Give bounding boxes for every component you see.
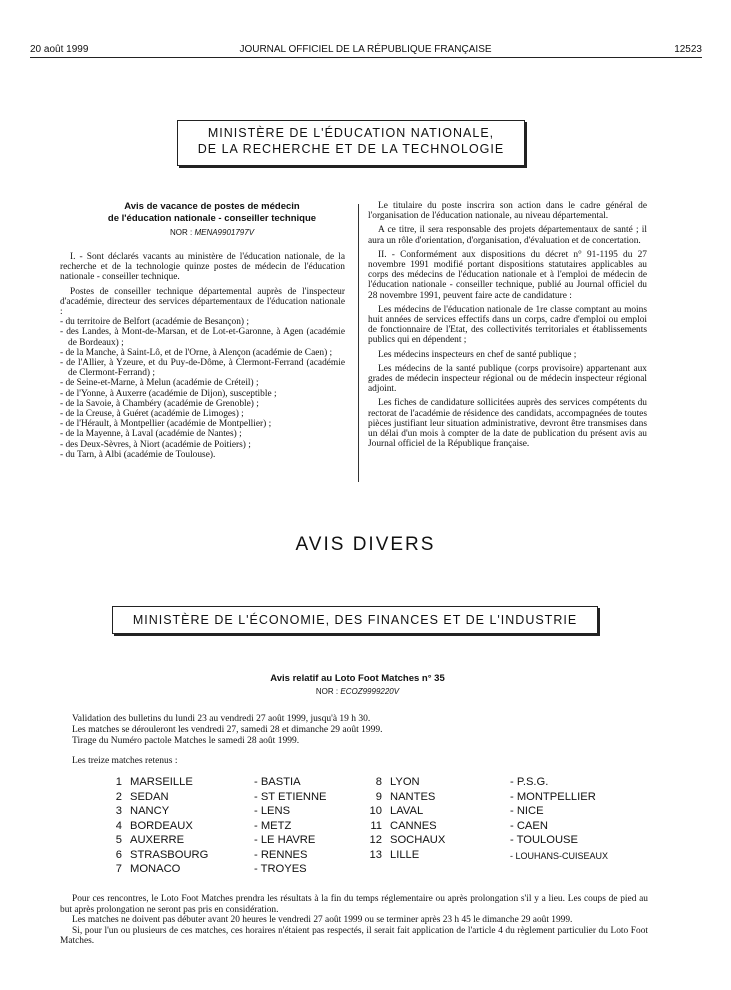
- paragraph: Si, pour l'un ou plusieurs de ces matches, ces horaires n'étaient pas respectés, il serait fait application de l'article 4 du règlement particulier du Loto Foot Matches.: [60, 925, 648, 946]
- nor-code: ECOZ9999220V: [340, 687, 400, 696]
- match-number: 5: [115, 834, 122, 846]
- paragraph: II. - Conformément aux dispositions du décret n° 91-1195 du 27 novembre 1991 modifié portant dispositions statutaires applicables au corps des médecins de l'éducation nationale et à l'emploi de médecin de l'éducation nationale - conseiller technique, publié au Journal officiel du 28 novembre 1991, peuvent faire acte de candidature :: [368, 249, 647, 301]
- column-divider: [358, 204, 359, 482]
- match-home-team: MONACO: [130, 863, 181, 875]
- ministry-economy-line1: MINISTÈRE DE L'ÉCONOMIE, DES FINANCES ET DE L'INDUSTRIE: [132, 613, 578, 627]
- list-item: - du Tarn, à Albi (académie de Toulouse).: [60, 449, 216, 460]
- loto-validation-line: Validation des bulletins du lundi 23 au vendredi 27 août 1999, jusqu'à 19 h 30.: [72, 714, 371, 724]
- loto-rules-text: [60, 894, 648, 947]
- match-number: 10: [369, 805, 382, 817]
- match-away-team: - NICE: [510, 805, 544, 817]
- match-away-team: - TOULOUSE: [510, 834, 578, 846]
- avis-medecin-title-line1: Avis de vacance de postes de médecin: [124, 201, 300, 212]
- section-heading-avis-divers: AVIS DIVERS: [295, 534, 436, 555]
- match-home-team: STRASBOURG: [130, 848, 209, 861]
- list-item: - de l'Allier, à Yzeure, et du Puy-de-Dôme, à Clermont-Ferrand (académie de Clermont-Ferrand) ;: [60, 358, 345, 379]
- match-home-team: LILLE: [390, 848, 420, 861]
- paragraph: Les médecins inspecteurs en chef de santé publique ;: [378, 349, 577, 360]
- match-number: 9: [375, 790, 382, 803]
- paragraph: Les matches ne doivent pas débuter avant 20 heures le vendredi 27 août 1999 ou se terminer après 23 h 45 le dimanche 29 août 1999.: [72, 915, 573, 925]
- header-date: 20 août 1999: [30, 44, 89, 55]
- match-number: 11: [370, 819, 382, 832]
- ministry-economy-box: [112, 606, 598, 634]
- list-item: - de l'Hérault, à Montpellier (académie de Montpellier) ;: [60, 419, 272, 430]
- match-home-team: CANNES: [390, 819, 437, 832]
- ministry-education-box: [177, 120, 525, 166]
- match-away-team: - P.S.G.: [510, 776, 549, 788]
- match-home-team: NANCY: [130, 805, 170, 817]
- nor-label: NOR :: [315, 687, 339, 696]
- list-item: - du territoire de Belfort (académie de Besançon) ;: [60, 317, 249, 328]
- avis-medecin-title: [72, 201, 352, 225]
- loto-dates-line: Les matches se dérouleront les vendredi 27, samedi 28 et dimanche 29 août 1999.: [72, 725, 383, 735]
- ministry-education-line2: DE LA RECHERCHE ET DE LA TECHNOLOGIE: [197, 142, 505, 156]
- paragraph: Les fiches de candidature sollicitées auprès des services compétents du rectorat de l'académie de résidence des candidats, accompagnées de toutes pièces justifiant leur situation administrative, devront être transmises dans un délai d'un mois à compter de la date de publication du présent avis au Journal officiel de la République française.: [368, 398, 647, 450]
- header-journal-title: JOURNAL OFFICIEL DE LA RÉPUBLIQUE FRANÇAISE: [239, 44, 492, 55]
- match-number: 12: [369, 834, 382, 846]
- list-item: - de Seine-et-Marne, à Melun (académie de Créteil) ;: [60, 378, 259, 389]
- paragraph: Le titulaire du poste inscrira son action dans le cadre général de l'organisation de l'éducation nationale, au niveau départemental.: [368, 201, 647, 222]
- match-away-team: - RENNES: [254, 848, 308, 861]
- match-away-team: - LENS: [254, 805, 291, 817]
- list-item: - de la Creuse, à Guéret (académie de Limoges) ;: [60, 409, 244, 420]
- loto-tirage-line: Tirage du Numéro pactole Matches le samedi 28 août 1999.: [72, 736, 300, 746]
- paragraph: I. - Sont déclarés vacants au ministère de l'éducation nationale, de la recherche et de la technologie quinze postes de médecin de l'éducation nationale - conseiller technique.: [60, 252, 345, 283]
- loto-nor: [0, 687, 715, 696]
- paragraph: Les médecins de l'éducation nationale de 1re classe comptant au moins huit années de services effectifs dans un corps, cadre d'emploi ou emploi de fonctionnaire de l'Etat, des collectivités territoriales et établissements publics qui en dépendent ;: [368, 304, 647, 346]
- match-away-team: - BASTIA: [254, 776, 301, 788]
- loto-title: Avis relatif au Loto Foot Matches n° 35: [270, 673, 445, 684]
- match-home-team: LAVAL: [390, 805, 424, 817]
- match-number: 8: [375, 776, 382, 788]
- match-away-team: - ST ETIENNE: [254, 790, 327, 803]
- match-away-team: - CAEN: [510, 819, 548, 832]
- header-page-number: 12523: [674, 44, 702, 55]
- match-home-team: AUXERRE: [130, 834, 185, 846]
- list-item: - de l'Yonne, à Auxerre (académie de Dijon), susceptible ;: [60, 388, 277, 399]
- match-away-team: - MONTPELLIER: [510, 790, 596, 803]
- match-number: 1: [115, 776, 122, 788]
- postes-list: [60, 317, 345, 460]
- avis-medecin-title-line2: de l'éducation nationale - conseiller technique: [107, 213, 317, 224]
- match-number: 2: [115, 790, 122, 803]
- paragraph: Postes de conseiller technique départemental auprès de l'inspecteur d'académie, directeur des services départementaux de l'éducation nationale :: [60, 286, 345, 318]
- match-home-team: MARSEILLE: [130, 776, 193, 788]
- header-rule: [30, 57, 702, 58]
- paragraph: A ce titre, il sera responsable des projets départementaux de santé ; il aura un rôle d'orientation, d'organisation, d'évaluation et de concertation.: [368, 225, 647, 246]
- match-home-team: SOCHAUX: [390, 834, 446, 846]
- match-number: 4: [115, 819, 122, 832]
- match-number: 7: [115, 863, 122, 875]
- list-item: - de la Savoie, à Chambéry (académie de Grenoble) ;: [60, 398, 259, 409]
- loto-matches-intro: Les treize matches retenus :: [72, 756, 178, 766]
- paragraph: Pour ces rencontres, le Loto Foot Matches prendra les résultats à la fin du temps réglementaire ou après prolongation s'il y a lieu. Les coups de pied au but après prolongation ne seront pas pris en considération.: [60, 894, 648, 915]
- avis-medecin-nor: [72, 228, 352, 237]
- paragraph: Les médecins de la santé publique (corps provisoire) appartenant aux grades de médecin inspecteur régional ou de médecin inspecteur régional adjoint.: [368, 363, 647, 395]
- match-home-team: LYON: [390, 776, 420, 788]
- match-number: 13: [369, 848, 382, 861]
- nor-label: NOR :: [169, 228, 193, 237]
- list-item: - des Landes, à Mont-de-Marsan, et de Lot-et-Garonne, à Agen (académie de Bordeaux) ;: [60, 327, 345, 348]
- avis-medecin-left-column: [60, 252, 345, 460]
- list-item: - de la Mayenne, à Laval (académie de Nantes) ;: [60, 429, 242, 440]
- ministry-education-line1: MINISTÈRE DE L'ÉDUCATION NATIONALE,: [207, 126, 495, 140]
- match-away-team: - LE HAVRE: [254, 834, 316, 846]
- match-home-team: BORDEAUX: [130, 819, 193, 832]
- match-away-team: - TROYES: [254, 863, 307, 875]
- list-item: - de la Manche, à Saint-Lô, et de l'Orne, à Alençon (académie de Caen) ;: [60, 347, 333, 358]
- list-item: - des Deux-Sèvres, à Niort (académie de Poitiers) ;: [60, 439, 251, 450]
- nor-code: MENA9901797V: [194, 228, 255, 237]
- avis-medecin-right-column: [368, 201, 647, 449]
- match-home-team: NANTES: [390, 790, 436, 803]
- match-number: 6: [115, 848, 122, 861]
- match-away-team: - METZ: [254, 819, 292, 832]
- match-number: 3: [115, 805, 122, 817]
- match-away-team: - LOUHANS-CUISEAUX: [510, 850, 609, 861]
- match-home-team: SEDAN: [130, 790, 169, 803]
- matches-table: [0, 775, 731, 880]
